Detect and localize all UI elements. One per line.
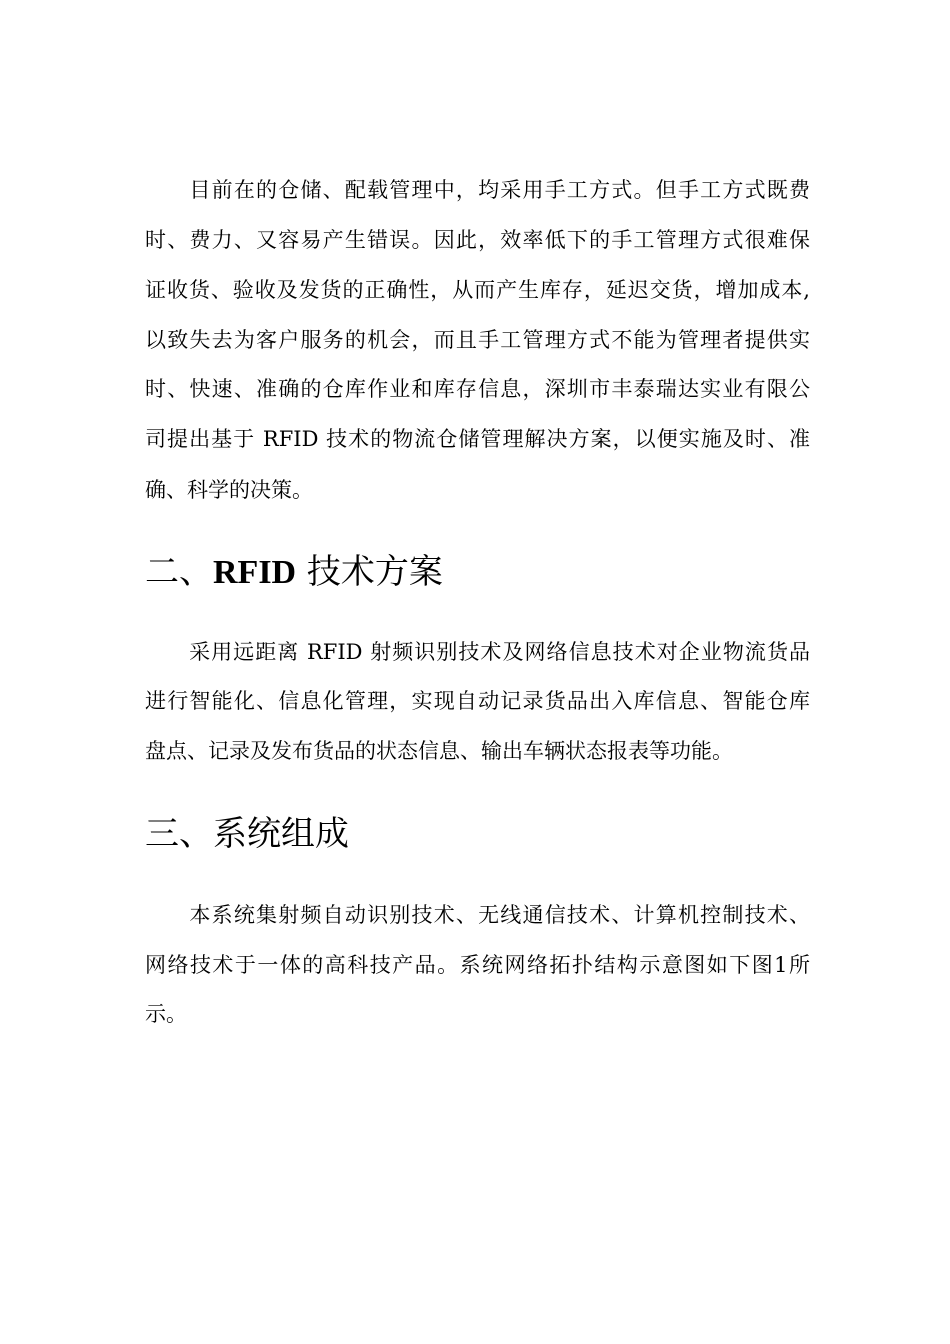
paragraph-line: 时、快速、准确的仓库作业和库存信息，深圳市丰泰瑞达实业有限公 — [145, 377, 810, 401]
paragraph-line: 采用远距离 RFID 射频识别技术及网络信息技术对企业物流货品 — [145, 640, 810, 664]
paragraph-line: 目前在的仓储、配载管理中，均采用手工方式。但手工方式既费 — [145, 178, 810, 202]
paragraph-line: 司提出基于 RFID 技术的物流仓储管理解决方案，以便实施及时、准 — [145, 427, 810, 451]
heading-title: 技术方案 — [296, 552, 443, 592]
heading-latin: RFID — [213, 554, 297, 591]
paragraph-line: 本系统集射频自动识别技术、无线通信技术、计算机控制技术、 — [145, 903, 810, 927]
paragraph-line: 示。 — [145, 1002, 187, 1026]
paragraph-line: 证收货、验收及发货的正确性，从而产生库存，延迟交货，增加成本, — [145, 278, 810, 302]
heading-number: 二、 — [145, 552, 213, 592]
paragraph-line: 盘点、记录及发布货品的状态信息、输出车辆状态报表等功能。 — [145, 739, 733, 763]
paragraph-line: 以致失去为客户服务的机会，而且手工管理方式不能为管理者提供实 — [145, 328, 810, 352]
paragraph-line: 确、科学的决策。 — [145, 478, 313, 502]
section-heading-system: 三、系统组成 — [145, 814, 349, 854]
paragraph-line: 网络技术于一体的高科技产品。系统网络拓扑结构示意图如下图1所 — [145, 953, 810, 977]
paragraph-line: 时、费力、又容易产生错误。因此，效率低下的手工管理方式很难保 — [145, 228, 810, 252]
paragraph-line: 进行智能化、信息化管理，实现自动记录货品出入库信息、智能仓库 — [145, 689, 810, 713]
section-heading-rfid — [145, 550, 443, 594]
